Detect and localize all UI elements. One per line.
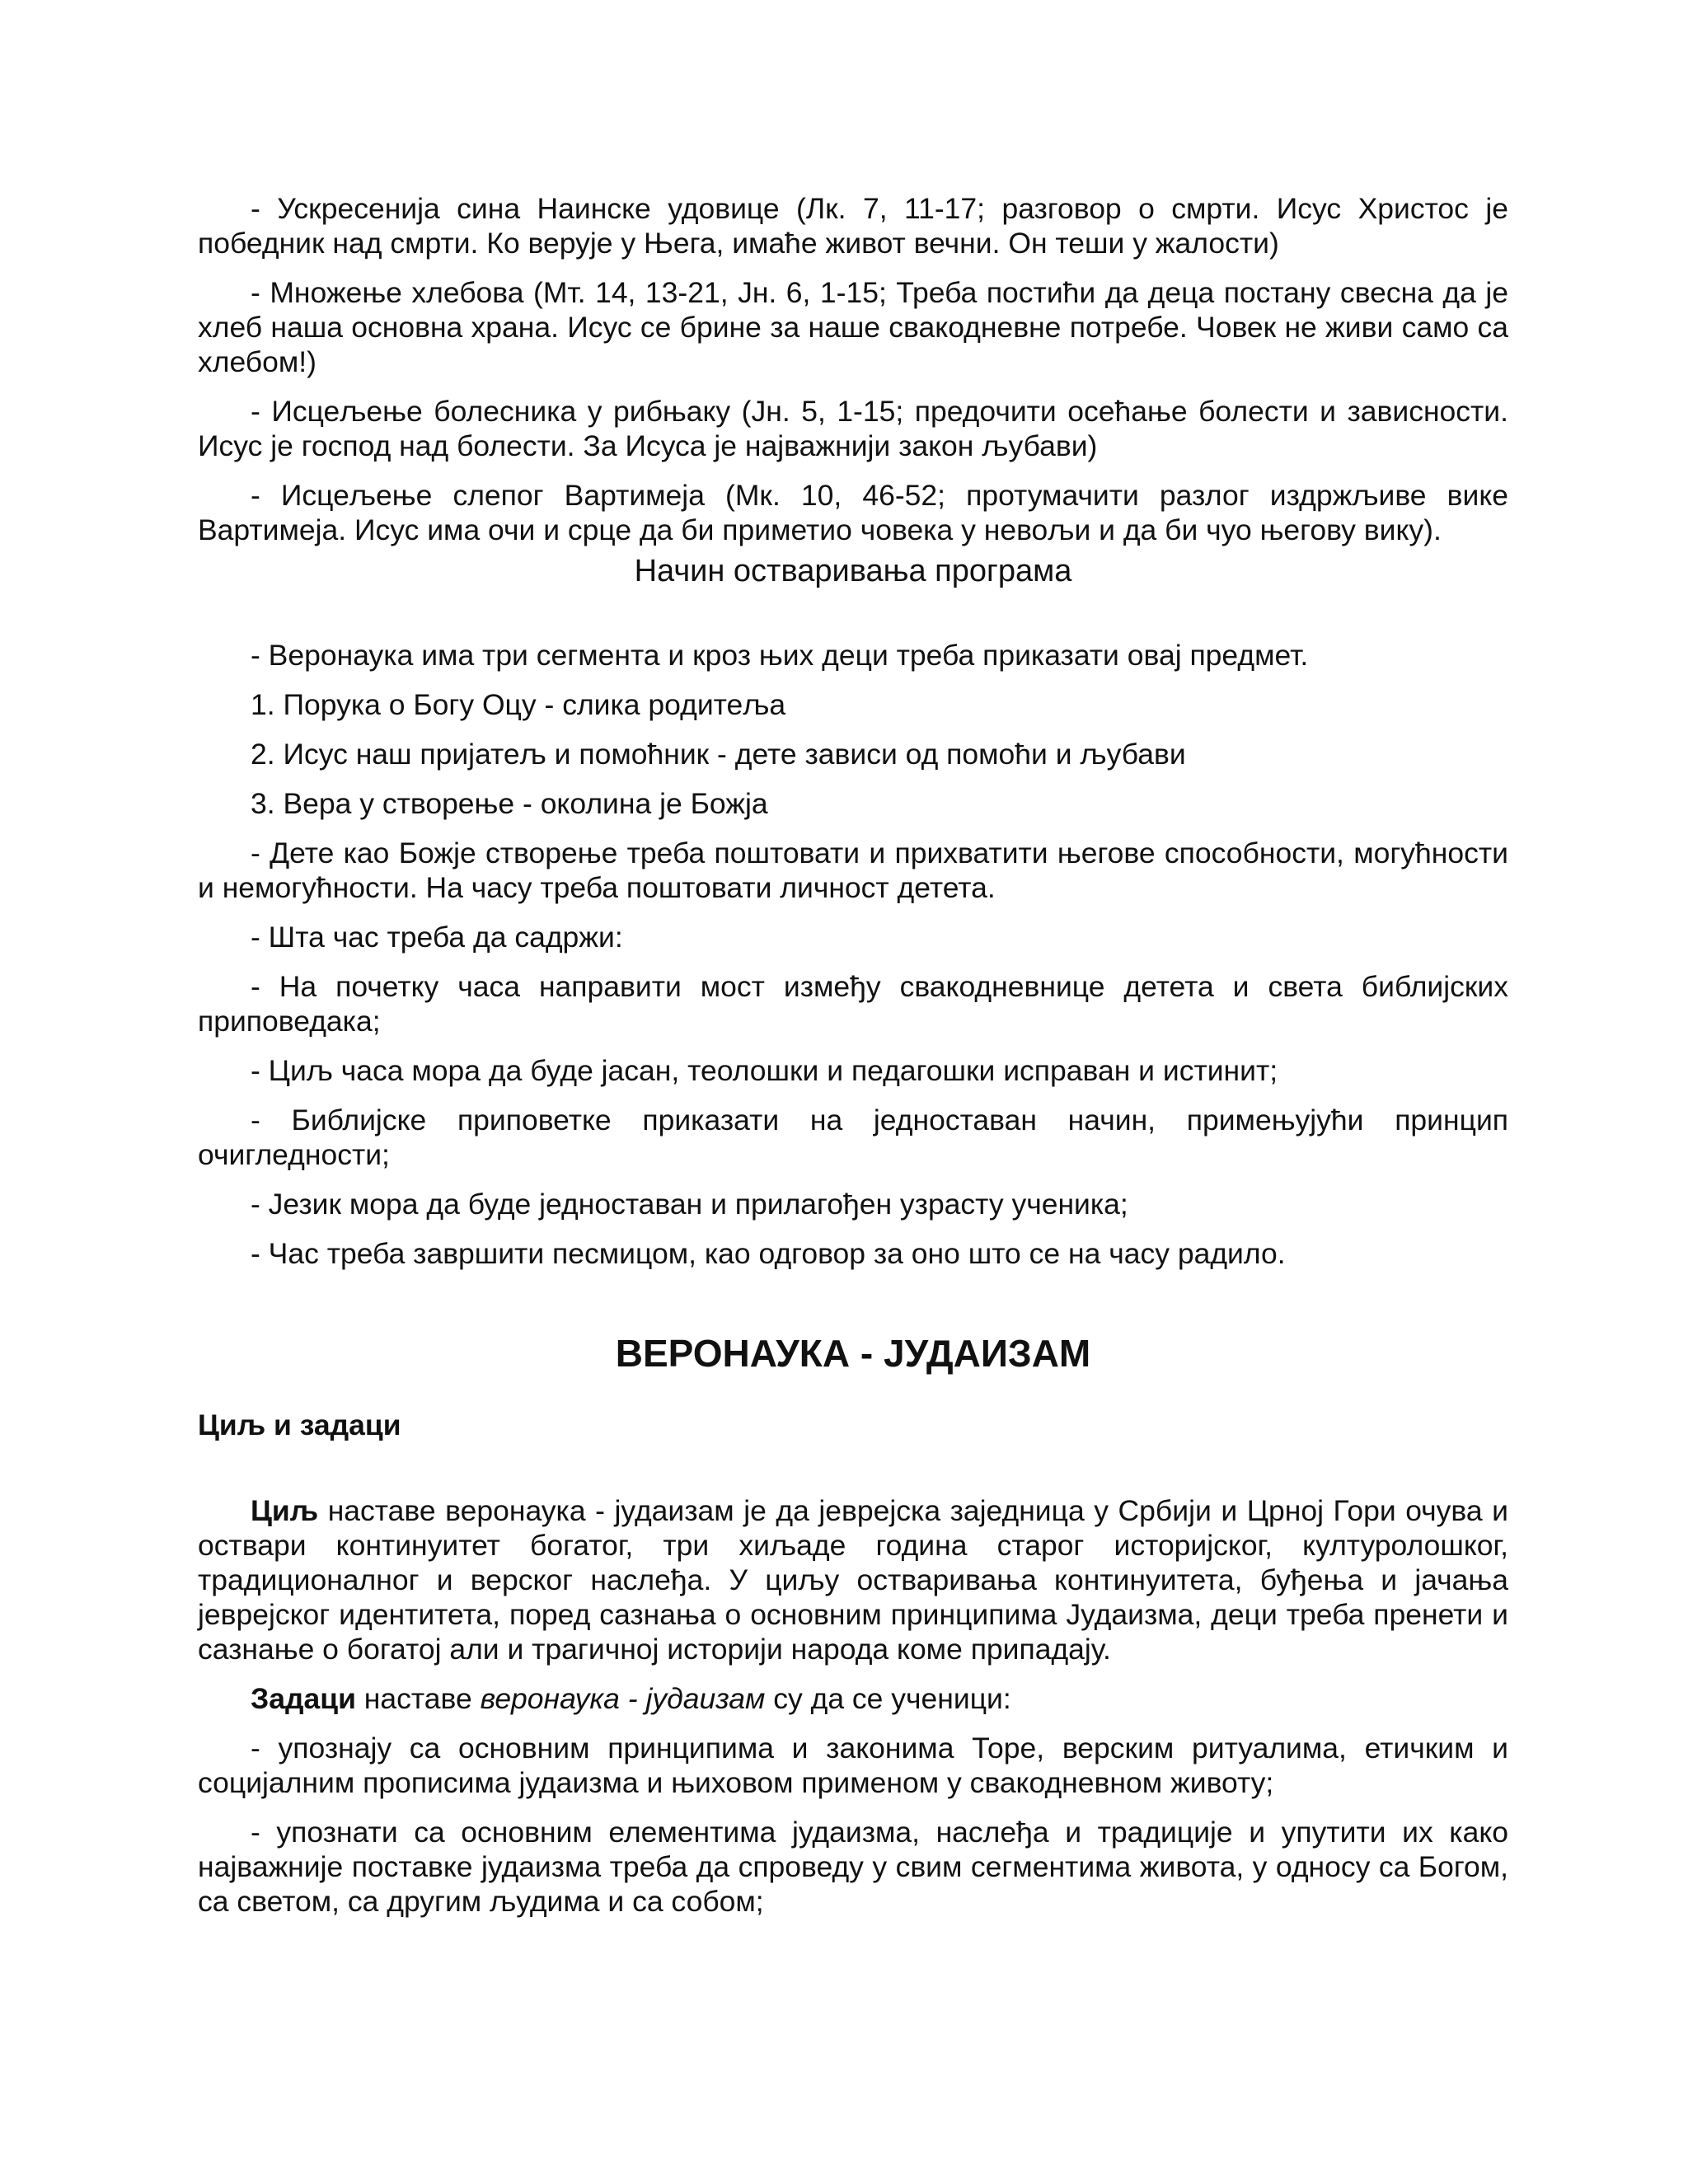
program-paragraph: - Час треба завршити песмицом, као одговор за оно што се на часу радило. [251, 1237, 1286, 1270]
tasks-list-item-2: - упознати са основним елементима јудаизма, наслеђа и традиције и упутити их како најважније поставке јудаизма треба да спроведу у свим сегментима живота, у односу са Богом, са светом, са другим људима и са собом; [198, 1816, 1508, 1918]
program-section-heading: Начин остваривања програма [634, 554, 1072, 588]
program-paragraph: - Дете као Божје створење треба поштовати и прихватити његове способности, могућности и немогућности. На часу треба поштовати личност детета. [198, 837, 1508, 904]
tasks-text-before: наставе [355, 1682, 481, 1715]
program-paragraph: - Библијске приповетке приказати на једноставан начин, примењујући принцип очигледности; [198, 1104, 1508, 1171]
program-paragraph: - Шта час треба да садржи: [251, 921, 623, 954]
tasks-text-after: су да се ученици: [765, 1682, 1011, 1715]
document-page [198, 191, 1508, 1933]
program-list-item-3: 3. Вера у створење - околина је Божја [251, 787, 768, 820]
goal-text: наставе веронаука - јудаизам је да јеврејска заједница у Србији и Црној Гори очува и оствари континуитет богатог, три хиљаде година старог историјског, културолошког, традиционалног и верског наслеђа. У циљу остваривања континуитета, буђења и јачања јеврејског идентитета, поред сазнања о основним принципима Јудаизма, деци треба пренети и сазнање о богатој али и трагичној историји народа коме припадају. [198, 1494, 1508, 1666]
tasks-list-item-1: - упознају са основним принципима и законима Торе, верским ритуалима, етичким и социјалним прописима јудаизма и њиховом применом у свакодневном животу; [198, 1732, 1508, 1799]
tasks-paragraph [198, 1681, 1508, 1716]
paragraph-multiplication-loaves: - Множење хлебова (Мт. 14, 13-21, Јн. 6, 1-15; Треба постићи да деца постану свесна да је хлеб наша основна храна. Исус се брине за наше свакодневне потребе. Човек не живи само са хлебом!) [198, 276, 1508, 378]
judaism-section-title: ВЕРОНАУКА - ЈУДАИЗАМ [615, 1332, 1091, 1375]
program-paragraph: - Веронаука има три сегмента и кроз њих деци треба приказати овај предмет. [251, 639, 1309, 672]
goal-label: Циљ [251, 1494, 319, 1527]
paragraph-healing-pool: - Исцељење болесника у рибњаку (Јн. 5, 1-15; предочити осећање болести и зависности. Исус је господ над болести. За Исуса је најважнији закон љубави) [198, 395, 1508, 462]
paragraph-resurrection-nain: - Ускресенија сина Наинске удовице (Лк. 7, 11-17; разговор о смрти. Исус Христос је победник над смрти. Ко верује у Њега, имаће живот вечни. Он теши у жалости) [198, 192, 1508, 260]
paragraph-healing-bartimaeus: - Исцељење слепог Вартимеја (Мк. 10, 46-52; протумачити разлог издржљиве вике Вартимеја. Исус има очи и срце да би приметио човека у невољи и да би чуо његову вику). [198, 479, 1508, 546]
program-paragraph: - На почетку часа направити мост између свакодневнице детета и света библијских приповедака; [198, 970, 1508, 1038]
goal-paragraph [198, 1493, 1508, 1666]
program-list-item-2: 2. Исус наш пријатељ и помоћник - дете зависи од помоћи и љубави [251, 738, 1186, 771]
goals-tasks-subheading: Циљ и задаци [198, 1408, 401, 1441]
program-paragraph: - Циљ часа мора да буде јасан, теолошки и педагошки исправан и истинит; [251, 1054, 1278, 1087]
program-list-item-1: 1. Порука о Богу Оцу - слика родитеља [251, 688, 786, 721]
tasks-subject-name: веронаука - јудаизам [480, 1682, 766, 1715]
tasks-label: Задаци [251, 1682, 356, 1715]
program-paragraph: - Језик мора да буде једноставан и прилагођен узрасту ученика; [251, 1188, 1128, 1221]
